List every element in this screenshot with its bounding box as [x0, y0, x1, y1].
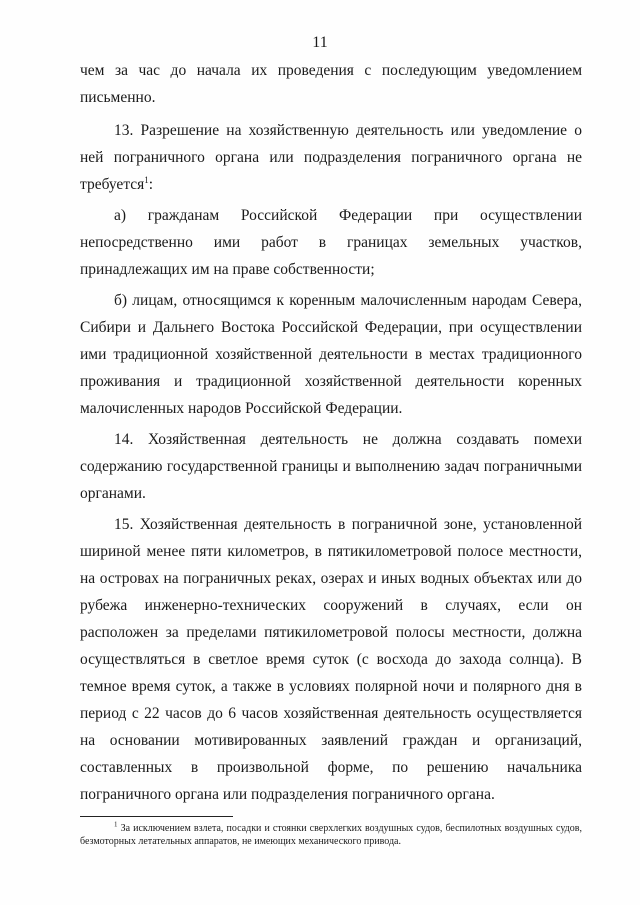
- footnote-reference: 1: [144, 174, 149, 185]
- footnote-mark: 1: [114, 820, 118, 829]
- footnote-separator: [80, 816, 233, 817]
- paragraph-13a: а) гражданам Российской Федерации при осуществлении непосредственно ими работ в границах земельных участков, принадлежащих им на праве собственности;: [80, 207, 582, 278]
- paragraph-14: 14. Хозяйственная деятельность не должна создавать помехи содержанию государственной границы и выполнению задач пограничными органами.: [80, 431, 582, 502]
- paragraph-15: 15. Хозяйственная деятельность в пограничной зоне, установленной шириной менее пяти километров, в пятикилометровой полосе местности, на островах на пограничных реках, озерах и иных водных объектах или до рубежа инженерно-технических сооружений в случаях, если он расположен за пределами пятикилометровой полосы местности, должна осуществляться в светлое время суток (с восхода до захода солнца). В темное время суток, а также в условиях полярной ночи и полярного дня в период с 22 часов до 6 часов хозяйственная деятельность осуществляется на основании мотивированных заявлений граждан и организаций, составленных в произвольной форме, по решению начальника пограничного органа или подразделения пограничного органа.: [80, 516, 582, 803]
- body-text: [80, 57, 582, 808]
- paragraph-continuation: чем за час до начала их проведения с последующим уведомлением письменно.: [80, 62, 582, 106]
- footnote-text: За исключением взлета, посадки и стоянки сверхлегких воздушных судов, беспилотных воздушных судов, безмоторных летательных аппаратов, не имеющих механического привода.: [80, 823, 582, 847]
- footnote: [80, 822, 582, 848]
- page-number: 11: [312, 34, 328, 51]
- paragraph-13b: б) лицам, относящимся к коренным малочисленным народам Севера, Сибири и Дальнего Востока Российской Федерации, при осуществлении ими традиционной хозяйственной деятельности в местах традиционного проживания и традиционной хозяйственной деятельности коренных малочисленных народов Российской Федерации.: [80, 292, 582, 417]
- paragraph-13-tail: :: [148, 176, 154, 193]
- paragraph-13: [80, 117, 582, 198]
- paragraph-13-text: 13. Разрешение на хозяйственную деятельность или уведомление о ней пограничного органа или подразделения пограничного органа не требуется: [80, 122, 582, 193]
